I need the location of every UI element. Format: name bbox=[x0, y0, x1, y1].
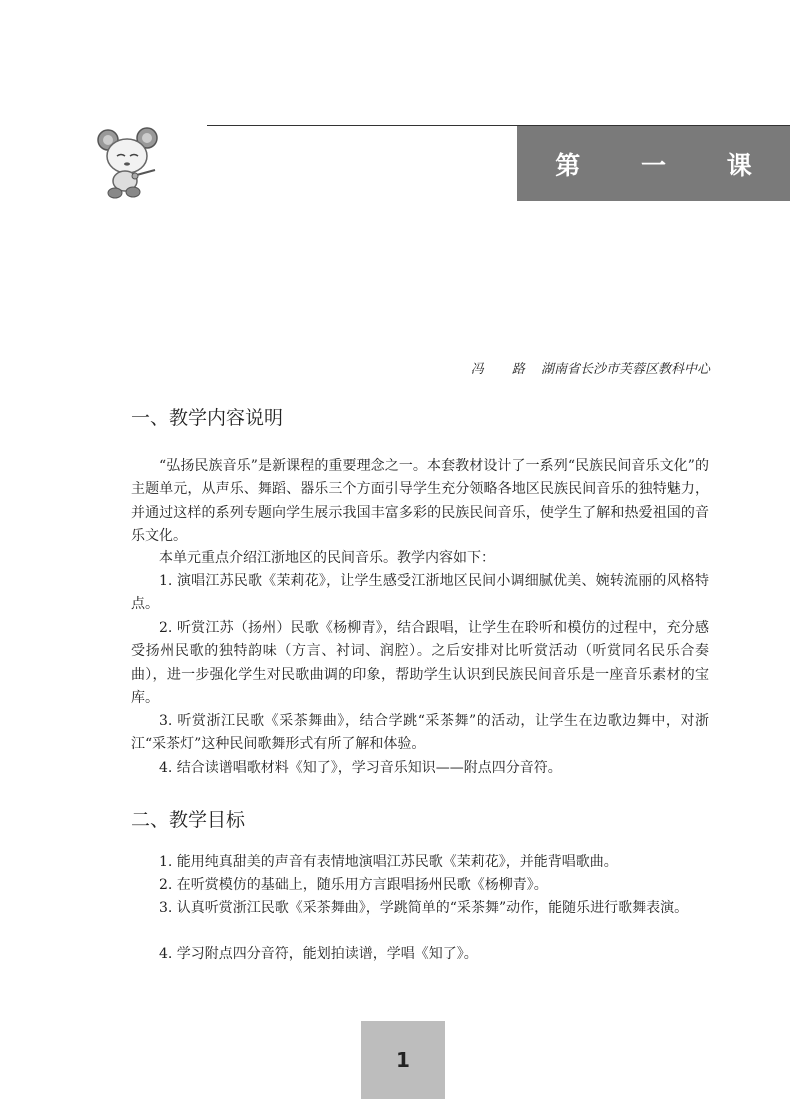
list-item: 3. 认真听赏浙江民歌《采茶舞曲》，学跳简单的“采茶舞”动作，能随乐进行歌舞表演。 bbox=[159, 900, 689, 916]
paragraph: 本单元重点介绍江浙地区的民间音乐。教学内容如下： bbox=[159, 550, 495, 566]
lesson-title-box bbox=[517, 126, 790, 201]
author-affiliation: 湖南省长沙市芙蓉区教科中心 bbox=[540, 362, 710, 377]
list-item: 3. 听赏浙江民歌《采茶舞曲》，结合学跳“采茶舞”的活动，让学生在边歌边舞中，对浙江“采茶灯”这种民间歌舞形式有所了解和体验。 bbox=[131, 713, 709, 753]
author-line bbox=[471, 358, 710, 377]
page-number: 1 bbox=[396, 1048, 410, 1072]
list-item: 2. 在听赏模仿的基础上，随乐用方言跟唱扬州民歌《杨柳青》。 bbox=[159, 877, 548, 893]
list-item: 2. 听赏江苏（扬州）民歌《杨柳青》，结合跟唱，让学生在聆听和模仿的过程中，充分感受扬州民歌的独特韵味（方言、衬词、润腔）。之后安排对比听赏活动（听赏同名民乐合奏曲），进一步强化学生对民歌曲调的印象，帮助学生认识到民族民间音乐是一座音乐素材的宝库。 bbox=[131, 620, 709, 706]
list-item: 4. 结合读谱唱歌材料《知了》，学习音乐知识——附点四分音符。 bbox=[159, 760, 562, 776]
section-heading-content: 一、教学内容说明 bbox=[131, 407, 284, 429]
section-heading-goals: 二、教学目标 bbox=[131, 809, 246, 831]
list-item: 1. 演唱江苏民歌《茉莉花》，让学生感受江浙地区民间小调细腻优美、婉转流丽的风格特点。 bbox=[131, 573, 709, 613]
lesson-title: 第 一 课 bbox=[555, 150, 778, 180]
author-name: 冯 路 bbox=[470, 362, 537, 377]
page-number-box bbox=[361, 1021, 445, 1099]
list-item: 1. 能用纯真甜美的声音有表情地演唱江苏民歌《茉莉花》，并能背唱歌曲。 bbox=[159, 854, 618, 870]
paragraph: “弘扬民族音乐”是新课程的重要理念之一。本套教材设计了一系列“民族民间音乐文化”的主题单元，从声乐、舞蹈、器乐三个方面引导学生充分领略各地区民族民间音乐的独特魅力，并通过这样的系列专题向学生展示我国丰富多彩的民族民间音乐，使学生了解和热爱祖国的音乐文化。 bbox=[131, 458, 709, 544]
list-item: 4. 学习附点四分音符，能划拍读谱，学唱《知了》。 bbox=[159, 946, 478, 962]
panda-mascot-icon bbox=[95, 126, 165, 200]
